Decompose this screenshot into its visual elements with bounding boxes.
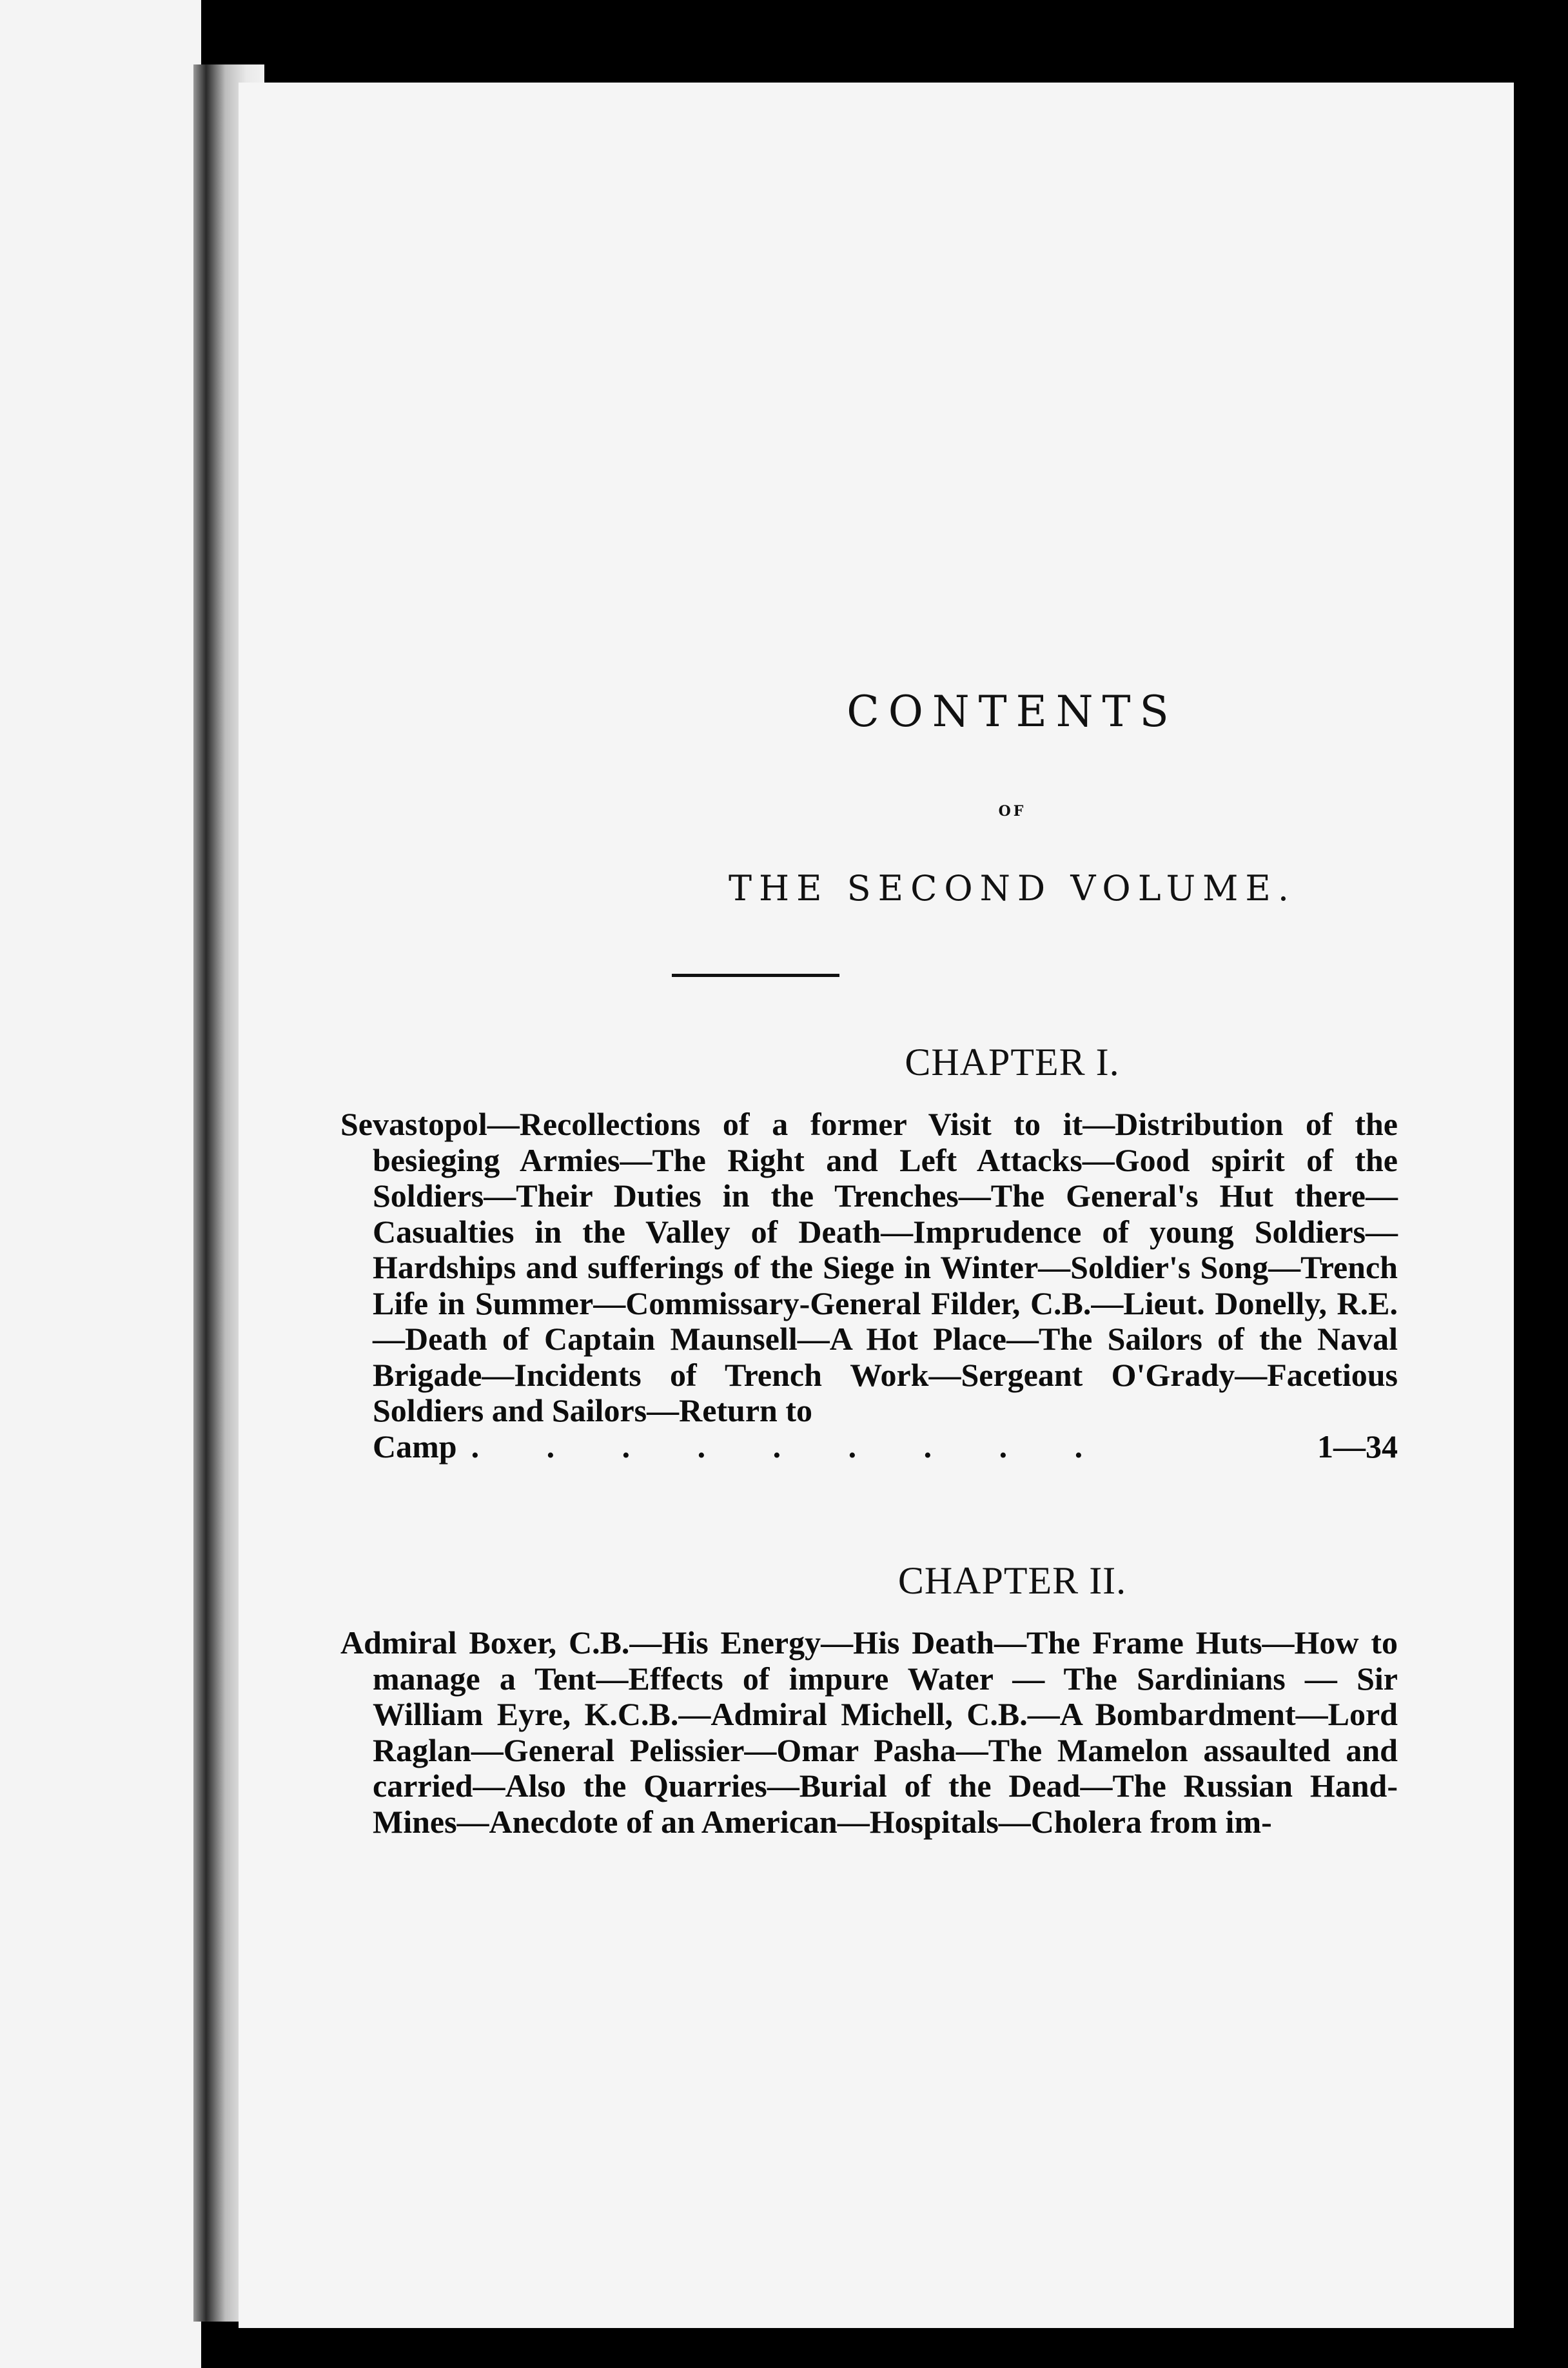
chapter-1-leaders: . . . . . . . . . xyxy=(471,1428,1113,1465)
chapter-1-synopsis xyxy=(340,1107,1398,1465)
section-rule xyxy=(672,974,839,977)
chapter-2-synopsis xyxy=(340,1625,1398,1840)
chapter-2-synopsis-text: Admiral Boxer, C.B.—His Energy—His Death—The Frame Huts—How to manage a Tent—Effects of impure Water — The Sardinians — Sir William Eyre, K.C.B.—Admiral Michell, C.B.—A Bombardment—Lord Raglan—General Pelissier—Omar Pasha—The Mamelon assaulted and carried—Also the Quarries—Burial of the Dead—The Russian Hand-Mines—Anecdote of an American—Hospitals—Cholera from im- xyxy=(340,1624,1398,1840)
chapter-1-last-word: Camp xyxy=(373,1428,457,1465)
facing-page-edge xyxy=(0,0,201,2368)
chapter-1-synopsis-text: Sevastopol—Recollections of a former Visit to it—Distribution of the besieging Armies—The Right and Left Attacks—Good spirit of the Soldiers—Their Duties in the Trenches—The General's Hut there—Casualties in the Valley of Death—Imprudence of young Soldiers—Hardships and sufferings of the Siege in Winter—Soldier's Song—Trench Life in Summer—Commissary-General Filder, C.B.—Lieut. Donelly, R.E.—Death of Captain Maunsell—A Hot Place—The Sailors of the Naval Brigade—Incidents of Trench Work—Sergeant O'Grady—Facetious Soldiers and Sailors—Return to xyxy=(340,1106,1398,1428)
contents-page xyxy=(239,83,1514,2328)
chapter-1-pages: 1—34 xyxy=(1317,1428,1398,1465)
chapter-1-title: CHAPTER I. xyxy=(905,1041,1120,1083)
chapter-1-page-ref xyxy=(373,1429,1398,1465)
contents-heading: CONTENTS xyxy=(847,687,1178,736)
volume-heading: THE SECOND VOLUME. xyxy=(728,868,1296,909)
chapter-2-title: CHAPTER II. xyxy=(897,1559,1127,1602)
of-text: OF xyxy=(998,803,1026,820)
